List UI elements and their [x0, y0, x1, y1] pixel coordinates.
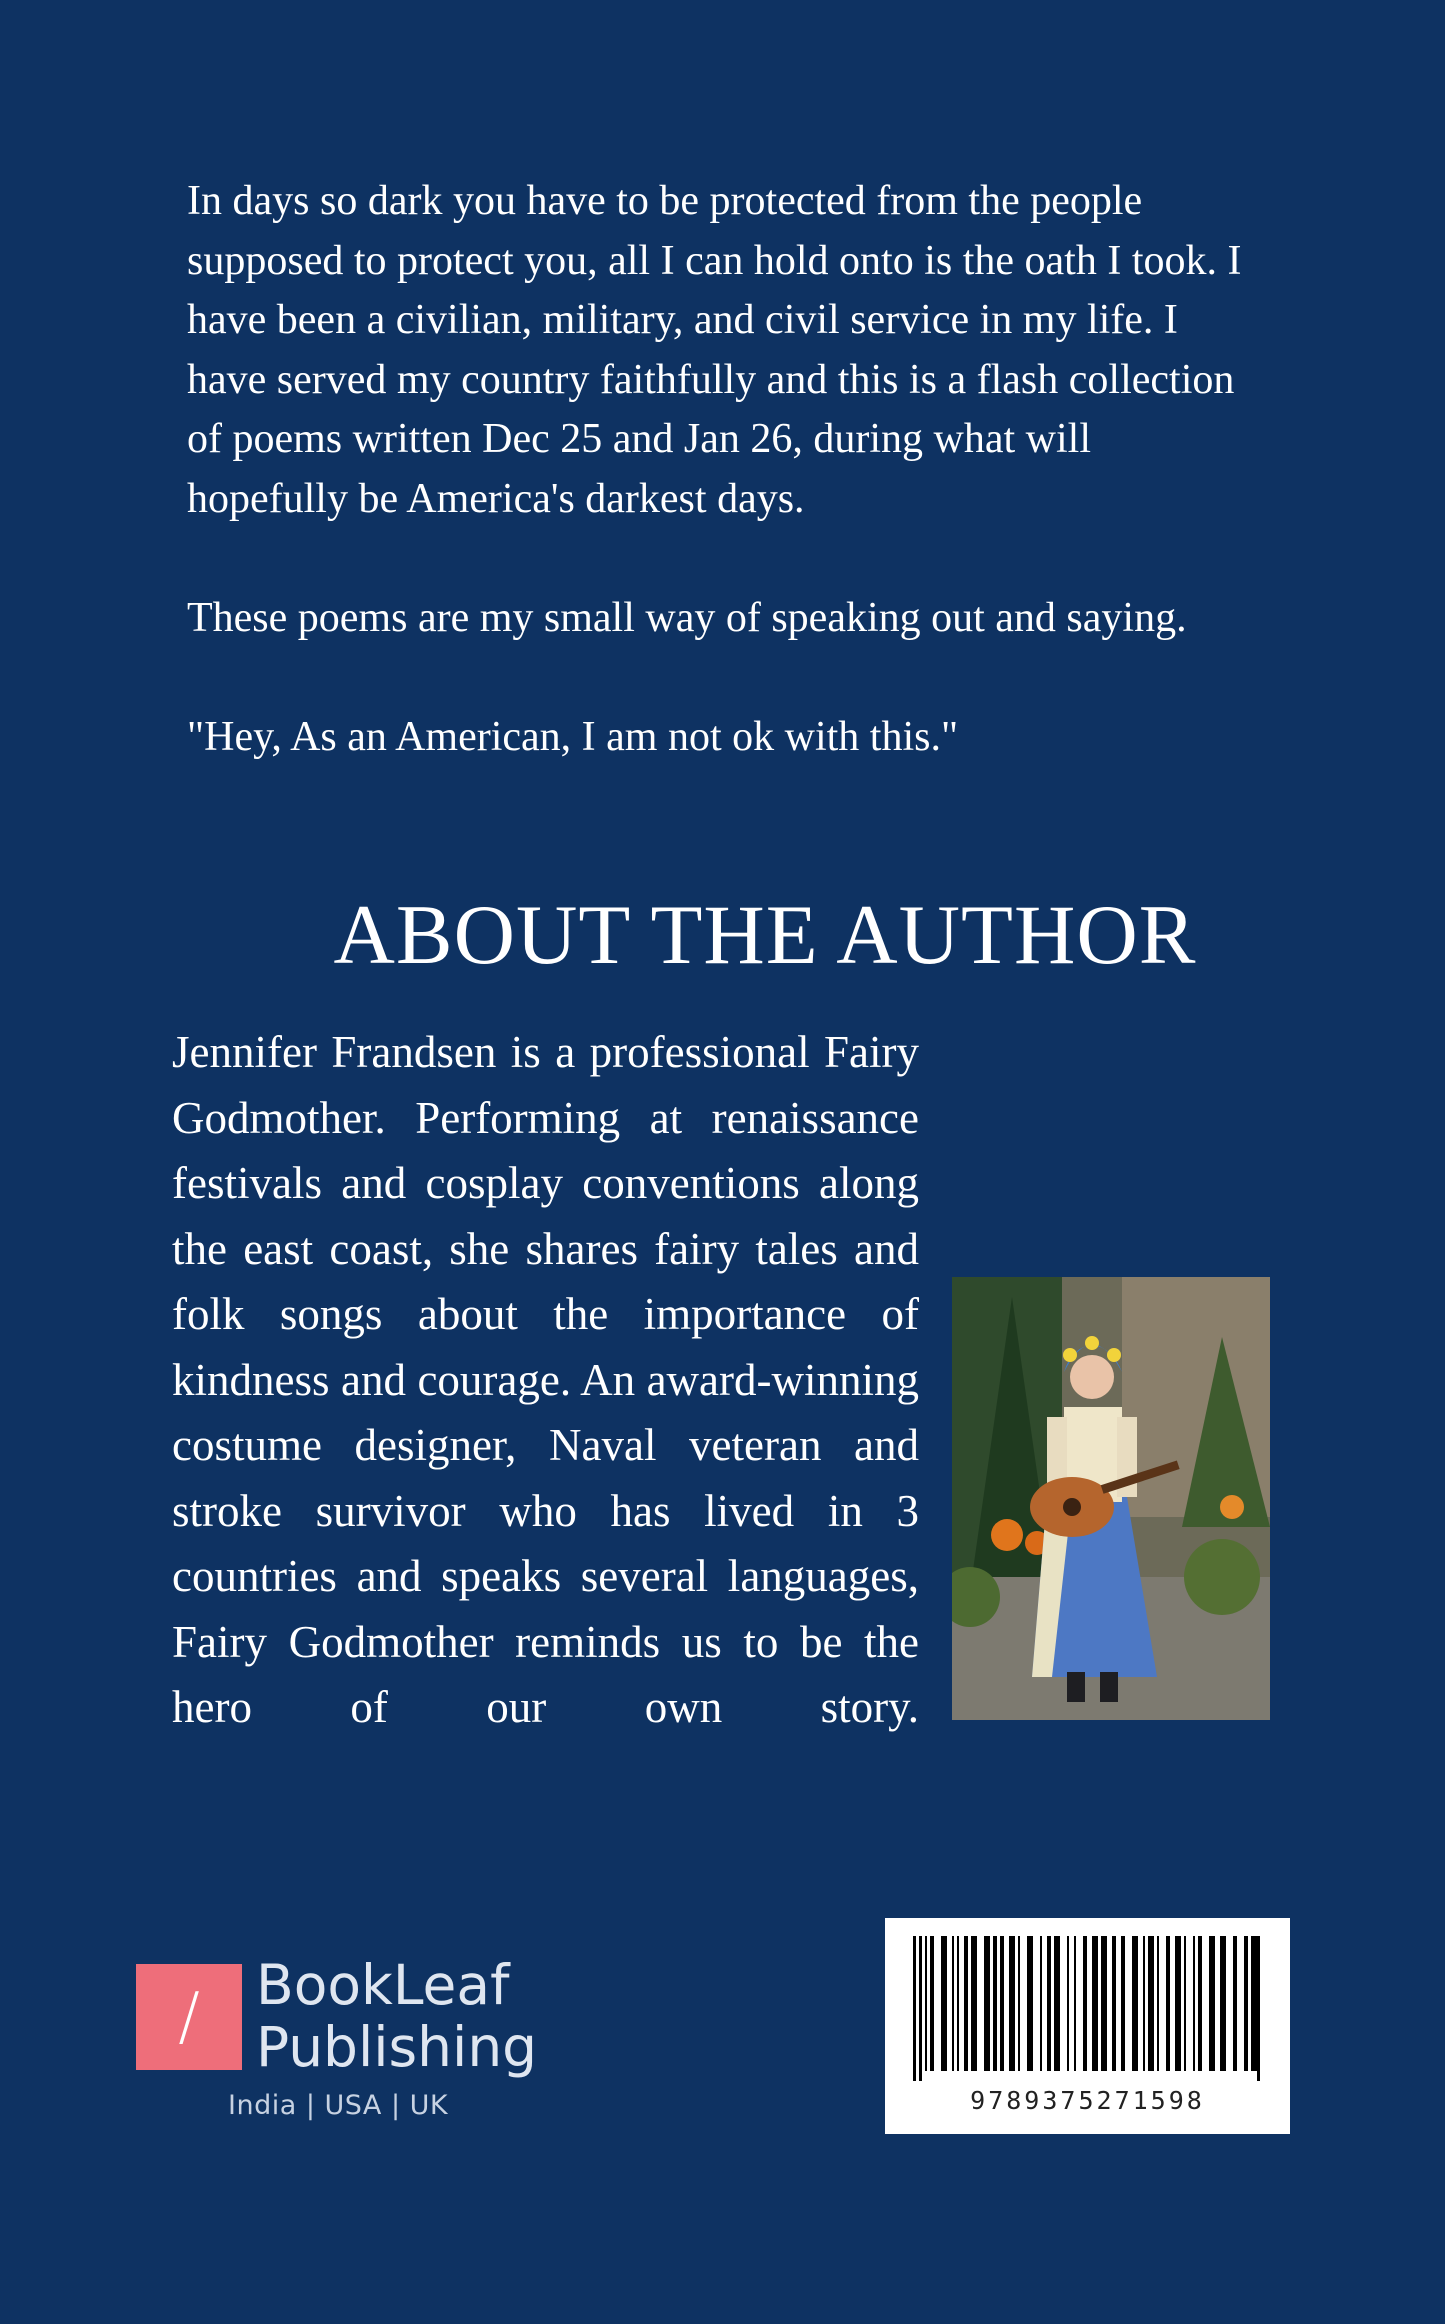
publisher-regions: India | USA | UK — [228, 2090, 449, 2121]
author-photo — [952, 1277, 1270, 1720]
barcode-icon — [913, 1936, 1263, 2081]
isbn-number: 9789375271598 — [970, 2086, 1205, 2115]
publisher-name-line-1: BookLeaf — [256, 1953, 510, 2017]
publisher-name-line-2: Publishing — [256, 2015, 538, 2079]
publisher-logo-mark — [136, 1964, 242, 2070]
author-bio: Jennifer Frandsen is a professional Fairy Godmother. Performing at renaissance festivals and cosplay conventions along the east coast, she shares fairy tales and folk songs about the importance of kindness and courage. An award-winning costume designer, Naval veteran and stroke survivor who has lived in 3 countries and speaks several languages, Fairy Godmother reminds us to be the hero of our own story. — [172, 1027, 919, 1732]
publisher-name — [256, 1954, 537, 2078]
publisher-logo — [136, 1953, 556, 2140]
slash-icon: / — [178, 1980, 200, 2054]
blurb-paragraph-1: In days so dark you have to be protected from the people supposed to protect you, all I can hold onto is the oath I took. I have been a civilian, military, and civil service in my life. I have served my country faithfully and this is a flash collection of poems written Dec 25 and Jan 26, during what will hopefully be America's darkest days. — [187, 178, 1242, 522]
isbn-barcode — [885, 1918, 1290, 2134]
about-author-heading: ABOUT THE AUTHOR — [333, 888, 1197, 982]
blurb-quote: "Hey, As an American, I am not ok with this." — [187, 713, 959, 760]
blurb-paragraph-2: These poems are my small way of speaking out and saying. — [187, 594, 1187, 641]
back-cover-blurb — [187, 172, 1247, 827]
